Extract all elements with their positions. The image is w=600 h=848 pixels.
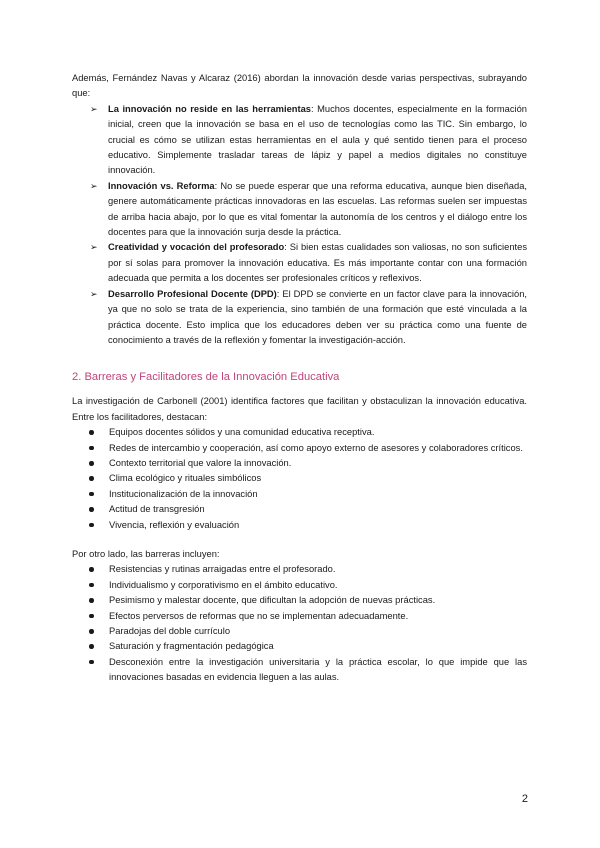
- list-item: [109, 425, 527, 440]
- arrow-bullet-icon: ➢: [90, 288, 98, 299]
- bullet-dot-icon: [89, 523, 94, 528]
- barriers-list: [72, 562, 527, 685]
- list-item: [109, 609, 527, 624]
- list-item-title: La innovación no reside en las herramientas: [108, 103, 311, 114]
- bullet-dot-icon: [89, 507, 94, 512]
- page-content: [72, 71, 527, 686]
- bullet-dot-icon: [89, 598, 94, 603]
- list-item-text: Vivencia, reflexión y evaluación: [109, 519, 240, 530]
- list-item: [109, 518, 527, 533]
- list-item-text: Paradojas del doble currículo: [109, 626, 231, 636]
- bullet-dot-icon: [89, 476, 94, 481]
- bullet-dot-icon: [89, 614, 94, 619]
- bullet-dot-icon: [89, 430, 94, 435]
- bullet-dot-icon: [89, 567, 94, 572]
- list-item: [90, 102, 527, 179]
- list-item: [109, 487, 527, 502]
- list-item: [109, 562, 527, 577]
- list-item-text: Clima ecológico y rituales simbólicos: [109, 473, 262, 484]
- list-item-title: Creatividad y vocación del profesorado: [108, 242, 285, 253]
- bullet-dot-icon: [89, 446, 94, 451]
- list-item-text: Contexto territorial que valore la innovación.: [109, 457, 292, 468]
- list-item-text: Equipos docentes sólidos y una comunidad educativa receptiva.: [109, 427, 375, 438]
- bullet-dot-icon: [89, 583, 94, 588]
- list-item: [90, 179, 527, 241]
- list-item-title: Innovación vs. Reforma: [108, 180, 215, 191]
- list-item-text: : Si bien estas cualidades son valiosas, no son suficientes por sí solas para promover la innovación educativa. Es más importante contar con una formación adecuada que permita a los docentes ser profesionales críticos y reflexivos.: [108, 242, 527, 284]
- facilitators-intro: La investigación de Carbonell (2001) identifica factores que facilitan y obstaculizan la innovación educativa. Entre los facilitadores, destacan:: [72, 396, 527, 422]
- page-number: 2: [521, 793, 528, 805]
- list-item: [109, 578, 527, 593]
- list-item-title: Desarrollo Profesional Docente (DPD): [108, 288, 277, 299]
- section-heading: 2. Barreras y Facilitadores de la Innovación Educativa: [72, 371, 340, 384]
- list-item: [109, 624, 527, 639]
- list-item: [109, 639, 527, 654]
- arrow-bullet-icon: ➢: [90, 242, 98, 253]
- list-item-text: Individualismo y corporativismo en el ámbito educativo.: [109, 579, 338, 590]
- list-item-text: : El DPD se convierte en un factor clave para la innovación, ya que no solo se trata de la experiencia, sino también de una formación que esté vinculada a la práctica docente. Esto implica que los educadores deben ver su práctica como una fuente de conocimiento a través de la reflexión y fomentar la investigación-acción.: [108, 288, 527, 345]
- list-item-text: Institucionalización de la innovación: [109, 488, 258, 499]
- intro-paragraph: Además, Fernández Navas y Alcaraz (2016) abordan la innovación desde varias perspectivas, subrayando que:: [72, 73, 527, 99]
- list-item-text: Pesimismo y malestar docente, que dificultan la adopción de nuevas prácticas.: [109, 595, 436, 606]
- list-item-text: Desconexión entre la investigación universitaria y la práctica escolar, lo que impide que las innovaciones basadas en evidencia lleguen a las aulas.: [109, 656, 527, 683]
- list-item-text: Actitud de transgresión: [109, 504, 205, 515]
- barriers-intro: Por otro lado, las barreras incluyen:: [72, 548, 220, 559]
- facilitators-list: [72, 425, 527, 533]
- list-item: [109, 441, 527, 456]
- list-item: [109, 471, 527, 486]
- bullet-dot-icon: [89, 629, 94, 634]
- arrow-bullet-icon: ➢: [90, 180, 98, 191]
- bullet-dot-icon: [89, 644, 94, 649]
- list-item: [109, 593, 527, 608]
- list-item-text: Saturación y fragmentación pedagógica: [109, 641, 274, 652]
- arrow-bullet-icon: ➢: [90, 103, 98, 114]
- list-item: [109, 502, 527, 517]
- bullet-dot-icon: [89, 492, 94, 497]
- list-item: [109, 456, 527, 471]
- list-item-text: Redes de intercambio y cooperación, así como apoyo externo de asesores y colaboradores críticos.: [109, 442, 523, 453]
- spacer: [72, 533, 527, 547]
- list-item-text: Resistencias y rutinas arraigadas entre el profesorado.: [109, 564, 336, 575]
- list-item: [90, 287, 527, 349]
- bullet-dot-icon: [89, 461, 94, 466]
- list-item-text: : Muchos docentes, especialmente en la formación inicial, creen que la innovación se basa en el uso de tecnologías como las TIC. Sin embargo, lo crucial es cómo se utilizan estas herramientas en el aula y qué sentido tienen para el proceso educativo. Simplemente trasladar tareas de lápiz y papel a medios digitales no constituye innovación.: [108, 103, 527, 176]
- bullet-dot-icon: [89, 660, 94, 665]
- perspectives-list: [72, 102, 527, 349]
- list-item-text: : No se puede esperar que una reforma educativa, aunque bien diseñada, genere automáticamente prácticas innovadoras en las escuelas. Las reformas suelen ser impuestas de arriba hacia abajo, por lo que es vital fomentar la autonomía de los centros y el diálogo entre los docentes para que la innovación surja desde la práctica.: [108, 180, 527, 238]
- list-item: [109, 655, 527, 686]
- list-item: [90, 240, 527, 286]
- list-item-text: Efectos perversos de reformas que no se implementan adecuadamente.: [109, 610, 409, 621]
